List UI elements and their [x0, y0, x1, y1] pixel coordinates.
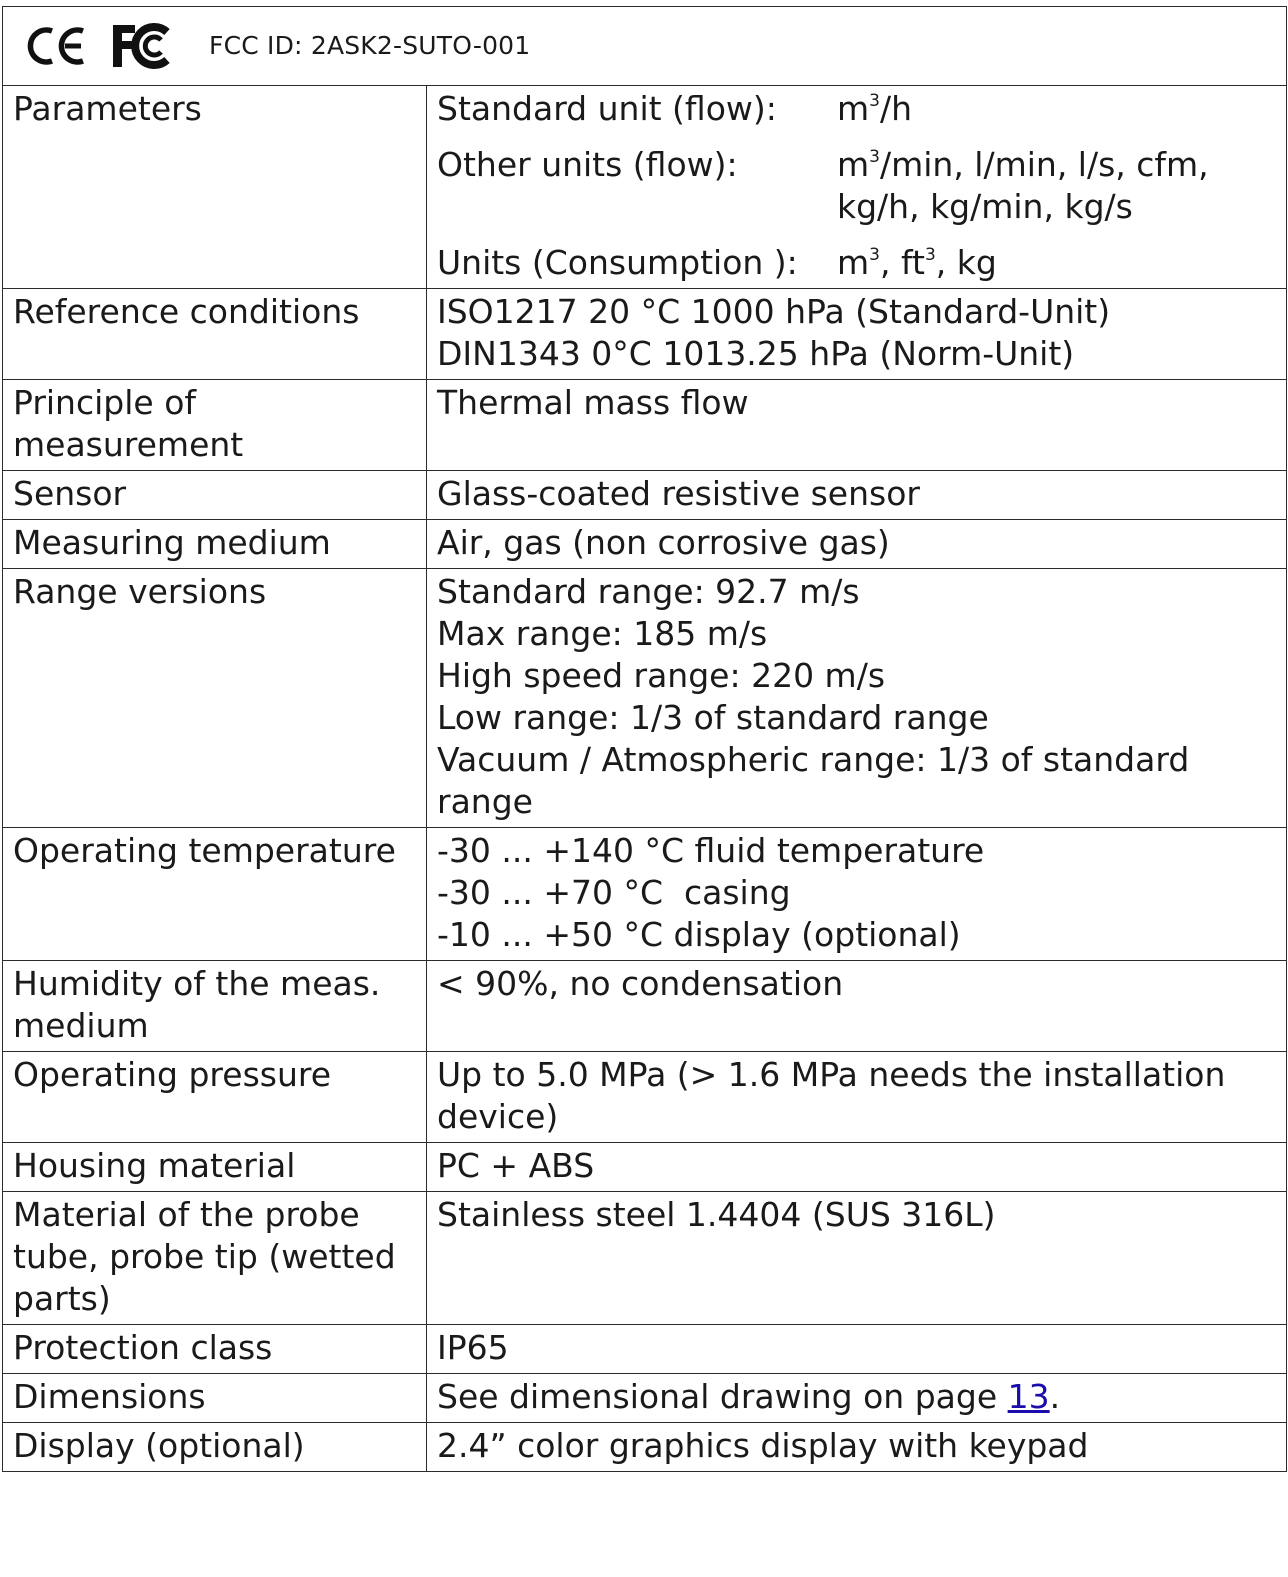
spec-row-principle: [3, 380, 1287, 471]
spec-row-sensor: [3, 471, 1287, 520]
parameter-value: $m^3$, $ft^3$, kg: [837, 243, 997, 282]
spec-value: -30 ... +140 °C fluid temperature -30 ... +70 °C casing -10 ... +50 °C display (optional): [427, 828, 1287, 961]
parameter-value: $m^3/\min$, l/min, l/s, cfm, kg/h, kg/min, kg/s: [837, 145, 1209, 226]
spec-value: < 90%, no condensation: [427, 961, 1287, 1052]
page-link[interactable]: 13: [1007, 1377, 1050, 1416]
spec-row-measuring-medium: [3, 520, 1287, 569]
spec-row-operating-temperature: [3, 828, 1287, 961]
spec-label: Range versions: [3, 569, 427, 828]
parameter-standard-unit: [437, 88, 1276, 130]
spec-label: Dimensions: [3, 1374, 427, 1423]
spec-label: Sensor: [3, 471, 427, 520]
spec-row-humidity: [3, 961, 1287, 1052]
spec-value: See dimensional drawing on page 13.: [427, 1374, 1287, 1423]
parameter-key: Other units (flow):: [437, 145, 738, 184]
spec-value: ISO1217 20 °C 1000 hPa (Standard-Unit) DIN1343 0°C 1013.25 hPa (Norm-Unit): [427, 289, 1287, 380]
spec-label: Display (optional): [3, 1423, 427, 1472]
spec-label: Parameters: [3, 86, 427, 289]
fcc-logo-icon: [111, 22, 175, 70]
spec-label: Reference conditions: [3, 289, 427, 380]
spec-value: Up to 5.0 MPa (> 1.6 MPa needs the installation device): [427, 1052, 1287, 1143]
spec-label: Material of the probe tube, probe tip (wetted parts): [3, 1192, 427, 1325]
spec-row-dimensions: [3, 1374, 1287, 1423]
parameter-value: $m^3/h$: [837, 89, 913, 128]
spec-value: [427, 86, 1287, 289]
certification-header-row: [3, 7, 1287, 86]
spec-row-probe-material: [3, 1192, 1287, 1325]
specifications-table: [2, 6, 1287, 1472]
spec-row-parameters: [3, 86, 1287, 289]
spec-row-operating-pressure: [3, 1052, 1287, 1143]
spec-label: Housing material: [3, 1143, 427, 1192]
fcc-id: FCC ID: 2ASK2-SUTO-001: [209, 31, 531, 60]
spec-row-protection-class: [3, 1325, 1287, 1374]
parameter-consumption-units: [437, 242, 1276, 284]
spec-label: Protection class: [3, 1325, 427, 1374]
spec-value: Thermal mass flow: [427, 380, 1287, 471]
spec-row-reference-conditions: [3, 289, 1287, 380]
spec-row-range-versions: [3, 569, 1287, 828]
spec-label: Operating temperature: [3, 828, 427, 961]
parameter-key: Standard unit (flow):: [437, 89, 777, 128]
spec-value: Stainless steel 1.4404 (SUS 316L): [427, 1192, 1287, 1325]
spec-row-display: [3, 1423, 1287, 1472]
spec-label: Principle of measurement: [3, 380, 427, 471]
spec-value: Air, gas (non corrosive gas): [427, 520, 1287, 569]
spec-label: Humidity of the meas. medium: [3, 961, 427, 1052]
spec-value: 2.4” color graphics display with keypad: [427, 1423, 1287, 1472]
spec-value: Standard range: 92.7 m/s Max range: 185 m/s High speed range: 220 m/s Low range: 1/3 of standard range Vacuum / Atmospheric range: 1/3 of standard range: [427, 569, 1287, 828]
ce-mark-icon: [25, 25, 87, 67]
parameter-key: Units (Consumption ):: [437, 243, 798, 282]
spec-label: Measuring medium: [3, 520, 427, 569]
certification-cell: [3, 7, 1287, 86]
spec-label: Operating pressure: [3, 1052, 427, 1143]
spec-value: PC + ABS: [427, 1143, 1287, 1192]
spec-row-housing-material: [3, 1143, 1287, 1192]
spec-value: IP65: [427, 1325, 1287, 1374]
spec-value: Glass-coated resistive sensor: [427, 471, 1287, 520]
parameter-other-units: [437, 144, 1276, 228]
